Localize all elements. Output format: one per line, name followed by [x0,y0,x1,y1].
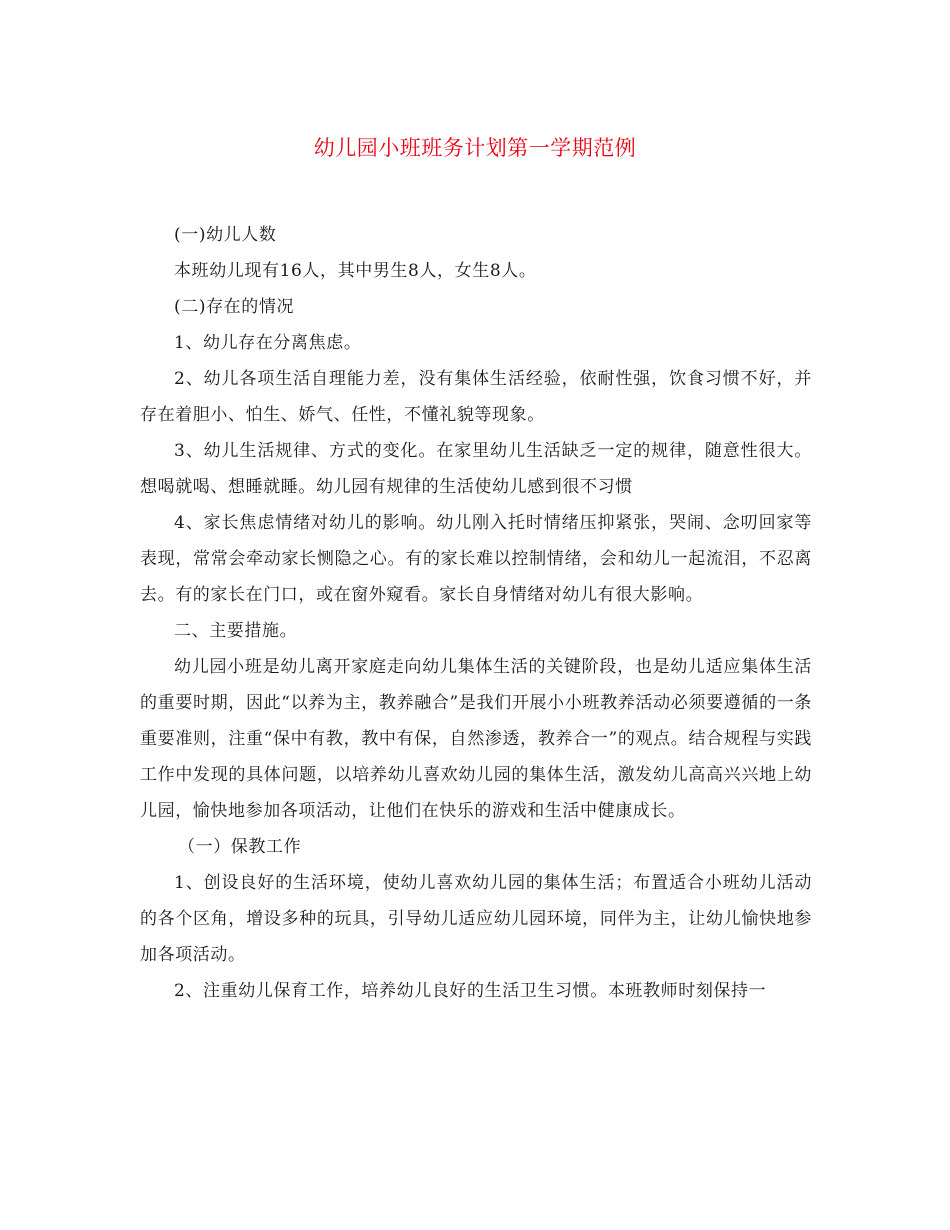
document-title: 幼儿园小班班务计划第一学期范例 [313,136,637,160]
section-heading-child-count: (一)幼儿人数 [174,225,277,245]
section-heading-care-education: （一）保教工作 [178,837,302,857]
paragraph-situation-2: 2、幼儿各项生活自理能力差，没有集体生活经验，依耐性强，饮食习惯不好，并存在着胆小、怕生、娇气、任性，不懂礼貌等现象。 [140,369,812,425]
paragraph-child-count: 本班幼儿现有16人，其中男生8人，女生8人。 [174,261,537,281]
paragraph-care-1: 1、创设良好的生活环境，使幼儿喜欢幼儿园的集体生活；布置适合小班幼儿活动的各个区角，增设多种的玩具，引导幼儿适应幼儿园环境，同伴为主，让幼儿愉快地参加各项活动。 [140,873,812,965]
paragraph-situation-4: 4、家长焦虑情绪对幼儿的影响。幼儿刚入托时情绪压抑紧张，哭闹、念叨回家等表现，常常会牵动家长恻隐之心。有的家长难以控制情绪，会和幼儿一起流泪，不忍离去。有的家长在门口，或在窗外窥看。家长自身情绪对幼儿有很大影响。 [140,513,812,605]
document-body [140,217,812,1009]
paragraph-situation-3: 3、幼儿生活规律、方式的变化。在家里幼儿生活缺乏一定的规律，随意性很大。想喝就喝、想睡就睡。幼儿园有规律的生活使幼儿感到很不习惯 [140,441,812,497]
paragraph-situation-1: 1、幼儿存在分离焦虑。 [174,333,362,353]
section-heading-current-situation: (二)存在的情况 [174,297,295,317]
section-heading-main-measures: 二、主要措施。 [174,621,298,641]
paragraph-measures-intro: 幼儿园小班是幼儿离开家庭走向幼儿集体生活的关键阶段，也是幼儿适应集体生活的重要时期，因此“以养为主，教养融合”是我们开展小小班教养活动必须要遵循的一条重要准则，注重“保中有教，教中有保，自然渗透，教养合一”的观点。结合规程与实践工作中发现的具体问题，以培养幼儿喜欢幼儿园的集体生活，激发幼儿高高兴兴地上幼儿园，愉快地参加各项活动，让他们在快乐的游戏和生活中健康成长。 [140,657,812,821]
paragraph-care-2: 2、注重幼儿保育工作，培养幼儿良好的生活卫生习惯。本班教师时刻保持一 [174,981,767,1001]
